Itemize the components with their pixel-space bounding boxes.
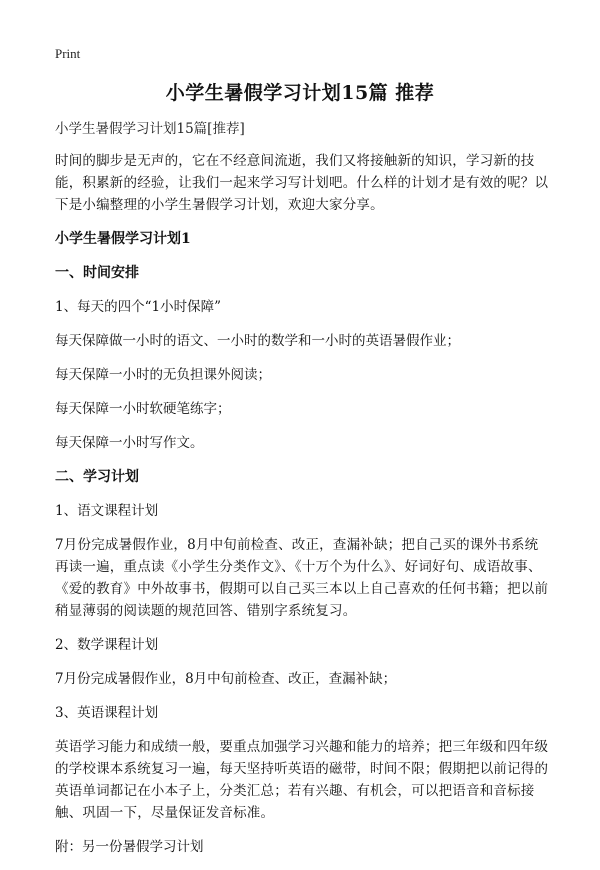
math-plan-heading: 2、数学课程计划 (55, 637, 159, 653)
schedule-line: 每天保障一小时软硬笔练字； (55, 401, 231, 417)
chinese-plan-text: 7月份完成暑假作业，8月中旬前检查、改正，查漏补缺；把自己买的课外书系统再读一遍，重点读《小学生分类作文》、《十万个为什么》、好词好句、成语故事、《爱的教育》中外故事书，假期可以自己买三本以上自己喜欢的任何书籍；把以前稍显薄弱的阅读题的规范回答、错别字系统复习。 (55, 537, 549, 619)
english-plan-text: 英语学习能力和成绩一般，要重点加强学习兴趣和能力的培养；把三年级和四年级的学校课本系统复习一遍，每天坚持听英语的磁带，时间不限；假期把以前记得的英语单词都记在小本子上，分类汇总；若有兴趣、有机会，可以把语音和音标接触、巩固一下，尽量保证发音标准。 (55, 739, 549, 821)
article-body (55, 118, 550, 870)
page-title: 小学生暑假学习计划15篇 推荐 (165, 82, 435, 104)
english-plan-heading: 3、英语课程计划 (55, 705, 159, 721)
chinese-plan-heading: 1、语文课程计划 (55, 503, 159, 519)
section-heading-study-plan: 二、学习计划 (55, 469, 139, 485)
appendix-line: 附：另一份暑假学习计划 (55, 839, 204, 855)
schedule-line: 每天保障一小时的无负担课外阅读； (55, 367, 271, 383)
plan-heading: 小学生暑假学习计划1 (55, 231, 191, 247)
print-link[interactable]: Print (55, 46, 81, 61)
article-subtitle: 小学生暑假学习计划15篇[推荐] (55, 121, 245, 137)
math-plan-text: 7月份完成暑假作业，8月中旬前检查、改正，查漏补缺； (55, 671, 397, 687)
schedule-line: 每天保障做一小时的语文、一小时的数学和一小时的英语暑假作业； (55, 333, 460, 349)
schedule-item-heading: 1、每天的四个“1小时保障” (55, 299, 221, 315)
schedule-line: 每天保障一小时写作文。 (55, 435, 204, 451)
section-heading-schedule: 一、时间安排 (55, 265, 139, 281)
intro-paragraph: 时间的脚步是无声的，它在不经意间流逝，我们又将接触新的知识，学习新的技能，积累新的经验，让我们一起来学习写计划吧。什么样的计划才是有效的呢？以下是小编整理的小学生暑假学习计划，欢迎大家分享。 (55, 153, 549, 213)
